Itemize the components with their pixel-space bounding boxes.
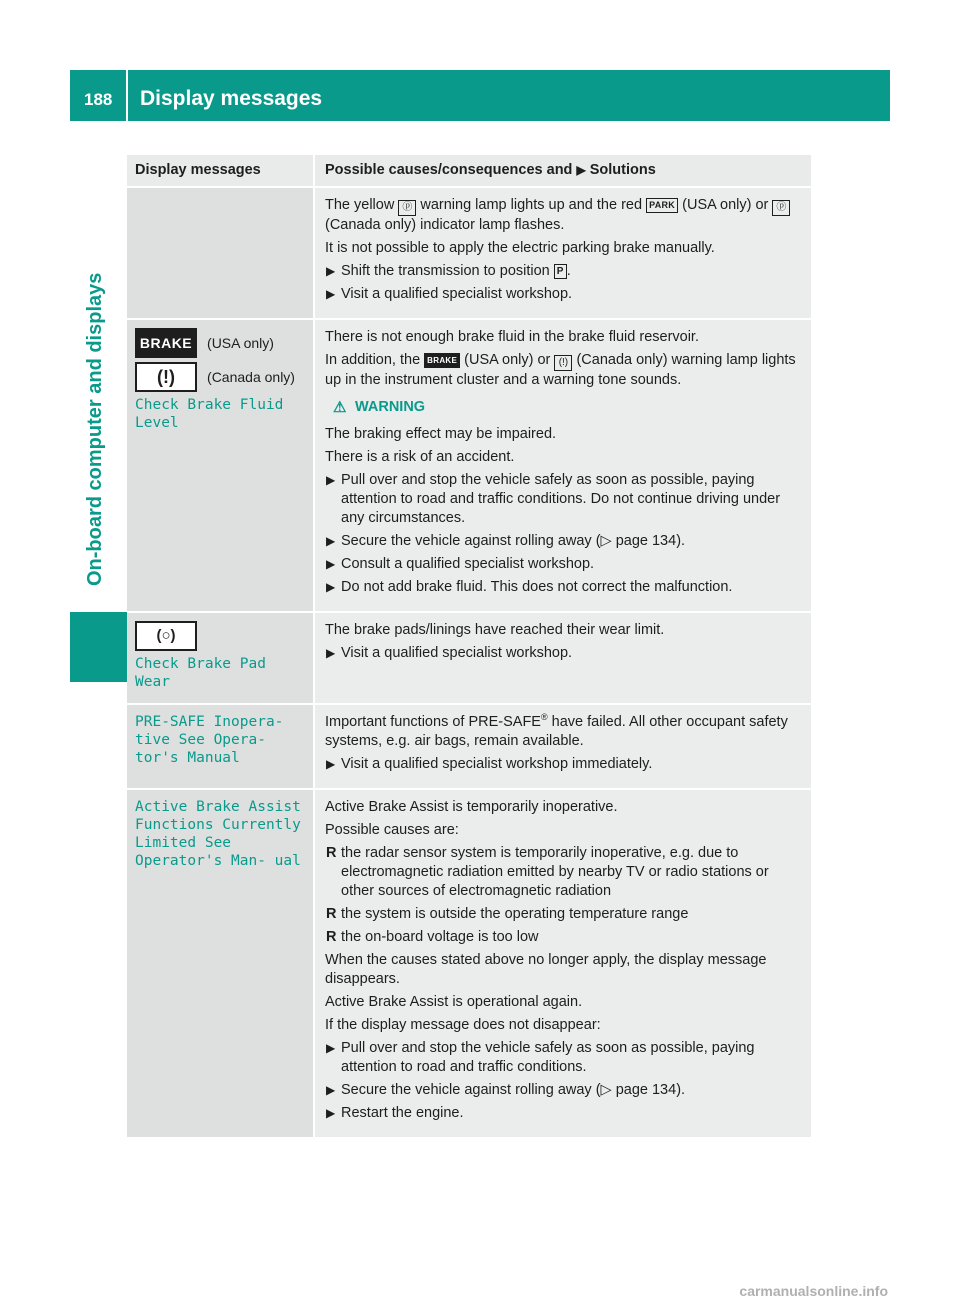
cause-bullet — [325, 905, 803, 924]
display-message-text: PRE-SAFE Inopera‑ tive See Opera‑ tor's Manual — [135, 714, 284, 766]
park-indicator-icon: PARK — [646, 198, 678, 213]
causes-cell — [314, 704, 811, 789]
warning-label: WARNING — [355, 399, 426, 415]
text: (Canada only) warning lamp lights up in the instrument cluster and a warning tone sounds. — [325, 352, 796, 388]
text: Do not add brake fluid. This does not correct the malfunction. — [341, 579, 733, 595]
text: Visit a qualified specialist workshop. — [341, 645, 573, 661]
table-row — [127, 789, 811, 1138]
col-header-causes-text: Possible causes/consequences and — [325, 162, 573, 178]
brake-icon: BRAKE — [424, 353, 460, 368]
text: Pull over and stop the vehicle safely as soon as possible, paying attention to road and traffic conditions. — [341, 1040, 755, 1075]
registered-mark: ® — [540, 712, 548, 723]
text: warning lamp lights up and the red — [420, 197, 643, 213]
paragraph: The brake pads/linings have reached their wear limit. — [325, 622, 665, 638]
paragraph: There is not enough brake fluid in the brake fluid reservoir. — [325, 329, 699, 345]
solution-step — [325, 285, 803, 304]
paragraph: If the display message does not disappear: — [325, 1017, 601, 1033]
play-arrow-icon: ▶ — [326, 473, 336, 487]
cause-bullet — [325, 844, 803, 901]
brake-warning-icon: BRAKE — [135, 328, 197, 358]
solution-step — [325, 555, 803, 574]
causes-cell — [314, 319, 811, 612]
footer-watermark: carmanualsonline.info — [739, 1283, 888, 1299]
text: have failed. All other occupant safety systems, e.g. air bags, remain available. — [325, 714, 788, 749]
page-header — [70, 70, 890, 121]
text: the system is outside the operating temperature range — [341, 906, 689, 922]
solution-step — [325, 755, 803, 774]
side-tab-block — [70, 612, 128, 682]
text: Visit a qualified specialist workshop immediately. — [341, 756, 653, 772]
message-cell — [127, 789, 314, 1138]
paragraph — [325, 351, 803, 390]
display-messages-table — [127, 155, 811, 1139]
solution-step — [325, 262, 803, 281]
play-arrow-icon: ▶ — [576, 163, 586, 177]
text: ). — [676, 533, 686, 549]
text: Pull over and stop the vehicle safely as soon as possible, paying attention to road and traffic conditions. Do not continue driving under any circumstances. — [341, 472, 781, 526]
causes-cell — [314, 187, 811, 319]
text: In addition, the — [325, 352, 421, 368]
icon-line — [135, 621, 305, 651]
brake-circle-icon: (!) — [554, 355, 572, 371]
text: Shift the transmission to position — [341, 263, 550, 279]
warning-heading — [333, 398, 803, 417]
bullet-icon: R — [326, 906, 337, 922]
solution-step — [325, 1104, 803, 1123]
solution-step — [325, 1081, 803, 1100]
brake-pad-wear-icon: (○) — [135, 621, 197, 651]
text: Important functions of PRE-SAFE — [325, 714, 541, 730]
message-cell — [127, 704, 314, 789]
table-row — [127, 612, 811, 704]
side-tab-label: On-board computer and displays — [84, 272, 106, 586]
text: the radar sensor system is temporarily inoperative, e.g. due to electromagnetic radiation emitted by nearby TV or radio stations or other sources of electromagnetic radiation — [341, 845, 769, 899]
text: the on-board voltage is too low — [341, 929, 539, 945]
paragraph: There is a risk of an accident. — [325, 449, 515, 465]
message-cell — [127, 187, 314, 319]
col-header-causes — [314, 155, 811, 187]
solution-step — [325, 471, 803, 528]
table-row — [127, 704, 811, 789]
paragraph: The braking effect may be impaired. — [325, 426, 557, 442]
parking-brake-warning-icon: ⓟ — [398, 200, 416, 216]
page-title: Display messages — [140, 87, 323, 110]
table-row — [127, 319, 811, 612]
text: Secure the vehicle against rolling away ( — [341, 533, 601, 549]
table-header-row — [127, 155, 811, 187]
page-reference-link[interactable]: ▷ page 134 — [600, 533, 677, 549]
bullet-icon: R — [326, 929, 337, 945]
icon-line — [135, 362, 305, 392]
causes-cell — [314, 612, 811, 704]
solution-step — [325, 1039, 803, 1077]
brake-warning-circle-icon: (!) — [135, 362, 197, 392]
paragraph — [325, 713, 803, 751]
col-header-solutions: Solutions — [589, 162, 656, 178]
gear-p-icon: P — [554, 264, 567, 279]
solution-step — [325, 644, 803, 663]
text: Restart the engine. — [341, 1105, 464, 1121]
play-arrow-icon: ▶ — [326, 264, 336, 278]
icon-caption: (USA only) — [207, 334, 274, 351]
message-cell — [127, 612, 314, 704]
play-arrow-icon: ▶ — [326, 534, 336, 548]
display-message-text: Active Brake Assist Functions Currently Limited See Operator's Man‑ ual — [135, 799, 301, 869]
paragraph: It is not possible to apply the electric parking brake manually. — [325, 240, 715, 256]
page-number: 188 — [84, 90, 113, 109]
text: (USA only) or — [682, 197, 769, 213]
paragraph: Active Brake Assist is operational again. — [325, 994, 583, 1010]
play-arrow-icon: ▶ — [326, 580, 336, 594]
play-arrow-icon: ▶ — [326, 1106, 336, 1120]
message-cell — [127, 319, 314, 612]
paragraph: Possible causes are: — [325, 822, 459, 838]
play-arrow-icon: ▶ — [326, 287, 336, 301]
header-divider — [126, 70, 128, 121]
text: (Canada only) indicator lamp flashes. — [325, 217, 565, 233]
text: Consult a qualified specialist workshop. — [341, 556, 595, 572]
play-arrow-icon: ▶ — [326, 646, 336, 660]
icon-caption: (Canada only) — [207, 368, 295, 385]
solution-step — [325, 532, 803, 551]
cause-bullet — [325, 928, 803, 947]
play-arrow-icon: ▶ — [326, 1041, 336, 1055]
text: Visit a qualified specialist workshop. — [341, 286, 573, 302]
play-arrow-icon: ▶ — [326, 1083, 336, 1097]
display-message-text: Check Brake Pad Wear — [135, 656, 266, 690]
page-reference-link[interactable]: ▷ page 134 — [600, 1082, 677, 1098]
text: (USA only) or — [464, 352, 551, 368]
text: The yellow — [325, 197, 395, 213]
parking-brake-indicator-icon: ⓟ — [772, 200, 790, 216]
paragraph: Active Brake Assist is temporarily inoperative. — [325, 799, 618, 815]
table-row — [127, 187, 811, 319]
solution-step — [325, 578, 803, 597]
display-message-text: Check Brake Fluid Level — [135, 397, 284, 431]
text: ). — [676, 1082, 686, 1098]
play-arrow-icon: ▶ — [326, 557, 336, 571]
col-header-messages: Display messages — [127, 155, 314, 187]
icon-line — [135, 328, 305, 358]
causes-cell — [314, 789, 811, 1138]
paragraph — [325, 196, 803, 235]
play-arrow-icon: ▶ — [326, 757, 336, 771]
bullet-icon: R — [326, 845, 337, 861]
warning-triangle-icon: ⚠ — [333, 399, 347, 416]
text: . — [566, 263, 571, 279]
paragraph: When the causes stated above no longer apply, the display message disappears. — [325, 952, 767, 987]
text: Secure the vehicle against rolling away ( — [341, 1082, 601, 1098]
